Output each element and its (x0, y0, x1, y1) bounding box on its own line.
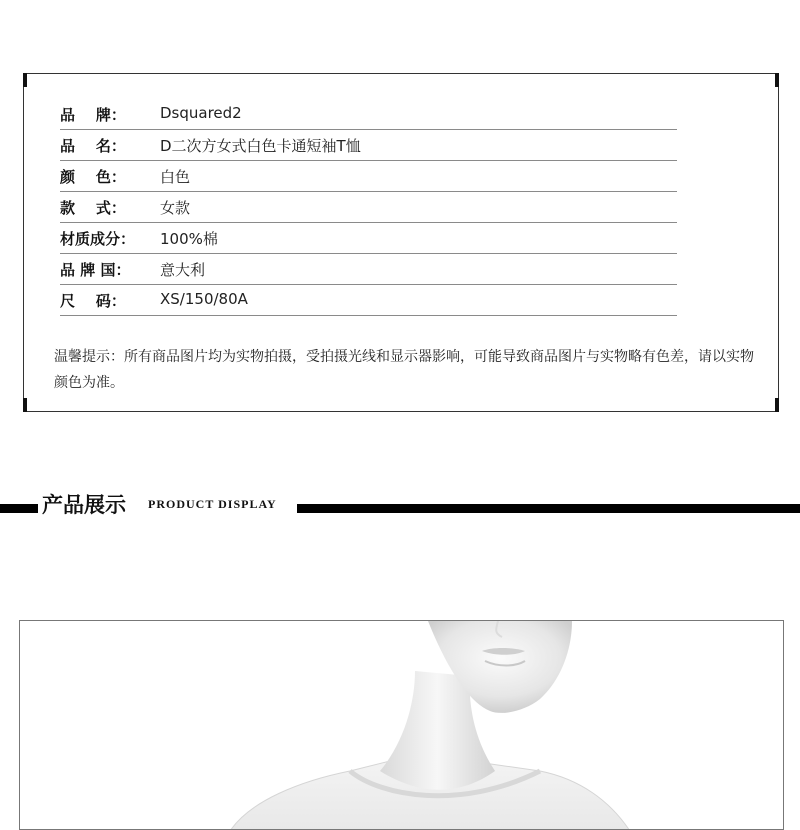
info-value: 女款 (160, 199, 191, 217)
info-label: 品 名： (60, 137, 126, 155)
info-label: 颜 色： (60, 168, 126, 186)
info-row-material (60, 223, 677, 254)
section-subtitle: PRODUCT DISPLAY (148, 497, 277, 511)
info-label: 品 牌： (60, 106, 126, 124)
product-info-box (23, 73, 779, 412)
info-value: 意大利 (160, 261, 206, 279)
section-divider-left (0, 504, 38, 513)
section-divider-right (297, 504, 800, 513)
info-value: Dsquared2 (160, 104, 242, 122)
corner-mark-top-right (775, 73, 779, 87)
corner-mark-bottom-right (775, 398, 779, 412)
product-info-table (60, 99, 677, 316)
corner-mark-bottom-left (23, 398, 27, 412)
info-label: 品 牌 国： (60, 261, 131, 279)
corner-mark-top-left (23, 73, 27, 87)
color-notice: 温馨提示：所有商品图片均为实物拍摄，受拍摄光线和显示器影响，可能导致商品图片与实物略有色差，请以实物颜色为准。 (54, 349, 754, 391)
info-row-color (60, 161, 677, 192)
info-value: 100%棉 (160, 230, 218, 248)
info-value: 白色 (160, 168, 191, 186)
section-title: 产品展示 (42, 492, 126, 517)
info-row-brand (60, 99, 677, 130)
info-label: 材质成分： (60, 230, 136, 248)
info-label: 款 式： (60, 199, 126, 217)
info-row-country (60, 254, 677, 285)
mannequin-image (20, 621, 784, 830)
info-value: XS/150/80A (160, 290, 248, 308)
info-row-name (60, 130, 677, 161)
product-photo (19, 620, 784, 830)
info-value: D二次方女式白色卡通短袖T恤 (160, 137, 361, 155)
info-row-size (60, 285, 677, 316)
info-row-style (60, 192, 677, 223)
info-label: 尺 码： (60, 292, 126, 310)
